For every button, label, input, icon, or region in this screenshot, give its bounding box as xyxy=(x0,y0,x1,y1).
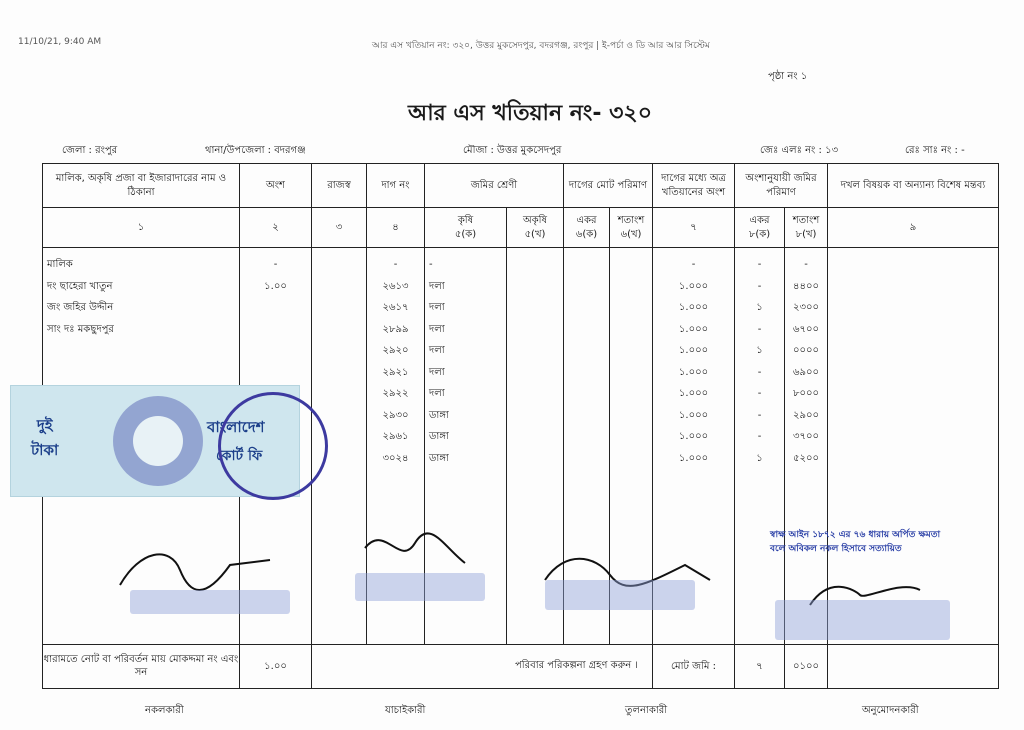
subheader-shotangsho: শতাংশ xyxy=(617,215,645,227)
owner-line: দং ছাহেরা খাতুন xyxy=(47,280,113,292)
approver-label: অনুমোদনকারী xyxy=(862,705,919,716)
stamp-fee: কোর্ট ফি xyxy=(216,448,263,464)
header-remarks: দখল বিষয়ক বা অন্যান্য বিশেষ মন্তব্য xyxy=(828,164,999,208)
prop-acre: - xyxy=(757,280,762,292)
land-class: ডাঙ্গা xyxy=(429,431,449,443)
dash: - xyxy=(804,259,808,271)
land-class: দলা xyxy=(429,388,445,400)
document-header: আর এস খতিয়ান নং: ৩২০, উত্তর মুকসেদপুর, বদরগঞ্জ, রংপুর | ই-পর্চা ও ডি আর আর সিস্টেম xyxy=(372,41,710,51)
land-class: দলা xyxy=(429,345,445,357)
col-number: ১ xyxy=(43,208,240,248)
header-revenue: রাজস্ব xyxy=(312,164,367,208)
dag-number: ২৬১৭ xyxy=(382,302,409,314)
col-acre xyxy=(735,208,785,248)
header-proportional: অংশানুযায়ী জমির পরিমাণ xyxy=(735,164,828,208)
dag-share: ১.০০০ xyxy=(678,323,709,335)
prop-acre: - xyxy=(757,323,762,335)
comparer-label: তুলনাকারী xyxy=(625,705,668,716)
col-number: ৮(ক) xyxy=(748,228,771,240)
page-number: পৃষ্ঠা নং ১ xyxy=(768,71,808,82)
footer-total-acre: ৭ xyxy=(735,644,785,688)
owner-line: সাং দঃ মকছুদপুর xyxy=(47,323,114,335)
prop-shot: ২৯০০ xyxy=(793,409,820,421)
dag-share: ১.০০০ xyxy=(678,280,709,292)
col-number: ৫(খ) xyxy=(524,228,546,240)
mouza: মৌজা : উত্তর মুকসেদপুর xyxy=(463,145,562,156)
land-class: দলা xyxy=(429,280,445,292)
dag-number: ২৮৯৯ xyxy=(382,323,409,335)
header-owner: মালিক, অকৃষি প্রজা বা ইজারাদারের নাম ও ঠিকানা xyxy=(43,164,240,208)
dag-share: ১.০০০ xyxy=(678,409,709,421)
col-shotangsho xyxy=(785,208,828,248)
col-number: ৫(ক) xyxy=(454,228,477,240)
col-number: ৯ xyxy=(828,208,999,248)
footer-empty xyxy=(828,644,999,688)
col-number: ৪ xyxy=(367,208,425,248)
land-class: দলা xyxy=(429,323,445,335)
subheader-shotangsho: শতাংশ xyxy=(792,215,820,227)
prop-acre: - xyxy=(757,388,762,400)
col-number: ৮(খ) xyxy=(795,228,817,240)
land-class: দলা xyxy=(429,366,445,378)
dag-number: ৩০২৪ xyxy=(382,452,409,464)
certification-note: স্বাক্ষ আইন ১৮৭২ এর ৭৬ ধারায় অর্পিত ক্ষমতা বলে অবিকল নকল হিসাবে সত্যায়িত xyxy=(770,530,941,554)
prop-acre: ১ xyxy=(756,302,763,314)
col-akrishi xyxy=(507,208,564,248)
stamp-emblem-inner xyxy=(133,416,183,466)
subheader-krishi: কৃষি xyxy=(457,215,474,227)
dag-number: ২৯২২ xyxy=(382,388,409,400)
dag-share: ১.০০০ xyxy=(678,388,709,400)
dag-number: ২৯৬১ xyxy=(382,431,409,443)
prop-shot: ৮০০০ xyxy=(793,388,820,400)
header-land-class: জমির শ্রেণী xyxy=(425,164,564,208)
prop-acre: ১ xyxy=(756,452,763,464)
col-shotangsho xyxy=(610,208,653,248)
col-krishi xyxy=(425,208,507,248)
dag-share: ১.০০০ xyxy=(678,431,709,443)
subheader-acre: একর xyxy=(749,215,770,227)
dash: - xyxy=(691,259,696,271)
footer-family xyxy=(312,644,653,688)
prop-acre: - xyxy=(757,409,762,421)
prop-shot: ৫২০০ xyxy=(793,452,820,464)
dash: - xyxy=(273,259,278,271)
dag-number: ২৯৩০ xyxy=(382,409,409,421)
copier-label: নকলকারী xyxy=(145,705,184,716)
jl-number: জেঃ এলঃ নং : ১৩ xyxy=(760,145,839,156)
col-number: ২ xyxy=(240,208,312,248)
owner-label: মালিক xyxy=(47,259,73,271)
header-share: অংশ xyxy=(240,164,312,208)
land-class: দলা xyxy=(429,302,445,314)
footer-total-label: মোট জমি : xyxy=(653,644,735,688)
official-seal-icon xyxy=(218,392,328,500)
dag-share: ১.০০০ xyxy=(678,345,709,357)
prop-acre: - xyxy=(757,431,762,443)
prop-acre: - xyxy=(757,366,762,378)
prop-shot: ৩৭০০ xyxy=(793,431,820,443)
upazila: থানা/উপজেলা : বদরগঞ্জ xyxy=(205,145,306,156)
subheader-akrishi: অকৃষি xyxy=(522,215,548,227)
prop-acre: ১ xyxy=(756,345,763,357)
reg-number: রেঃ সাঃ নং : - xyxy=(905,145,965,156)
page-title: আর এস খতিয়ান নং- ৩২০ xyxy=(408,101,653,126)
header-dag: দাগ নং xyxy=(367,164,425,208)
prop-shot: ৬৯০০ xyxy=(793,366,820,378)
header-dag-share: দাগের মধ্যে অত্র খতিয়ানের অংশ xyxy=(653,164,735,208)
header-total-area: দাগের মোট পরিমাণ xyxy=(564,164,653,208)
dag-share: ১.০০০ xyxy=(678,452,709,464)
dag-number: ২৯২০ xyxy=(382,345,409,357)
prop-shot: ০০০০ xyxy=(793,345,820,357)
dag-share: ১.০০০ xyxy=(678,366,709,378)
prop-shot: ৬৭০০ xyxy=(793,323,820,335)
col-acre xyxy=(564,208,610,248)
footer-total-shot: ০১০০ xyxy=(785,644,828,688)
footer-share: ১.০০ xyxy=(240,644,312,688)
col-number: ৭ xyxy=(653,208,735,248)
prop-shot: ২৩০০ xyxy=(793,302,820,314)
subheader-acre: একর xyxy=(576,215,597,227)
checker-label: যাচাইকারী xyxy=(385,705,426,716)
print-datetime: 11/10/21, 9:40 AM xyxy=(18,37,102,47)
prop-shot: ৪৪০০ xyxy=(793,280,819,292)
dag-number: ২৬১৩ xyxy=(382,280,409,292)
signature-comparer-icon xyxy=(535,540,720,620)
signature-copier-icon xyxy=(110,530,310,620)
land-class: ডাঙ্গা xyxy=(429,409,449,421)
dag-number: ২৯২১ xyxy=(382,366,409,378)
district: জেলা : রংপুর xyxy=(62,145,118,156)
owner-line: জং জহির উদ্দীন xyxy=(47,302,114,314)
land-class: ডাঙ্গা xyxy=(429,452,449,464)
col-number: ৬(ক) xyxy=(575,228,598,240)
dash: - xyxy=(757,259,762,271)
signature-checker-icon xyxy=(345,518,495,608)
footer-note-label: ধারামতে নোট বা পরিবর্তন মায় মোকদ্দমা নং এবং সন xyxy=(43,644,240,688)
owner-share: ১.০০ xyxy=(264,280,287,292)
stamp-country: বাংলাদেশ xyxy=(207,418,265,436)
col-number: ৬(খ) xyxy=(620,228,642,240)
family-planning-note: পরিবার পরিকল্পনা গ্রহণ করুন । xyxy=(515,659,639,671)
stamp-value-line1: দুই xyxy=(36,416,53,434)
signature-approver-icon xyxy=(770,570,960,645)
col-number: ৩ xyxy=(312,208,367,248)
dag-share: ১.০০০ xyxy=(678,302,709,314)
stamp-value-line2: টাকা xyxy=(31,441,59,459)
dash: - xyxy=(393,259,398,271)
dash: - xyxy=(429,259,433,271)
